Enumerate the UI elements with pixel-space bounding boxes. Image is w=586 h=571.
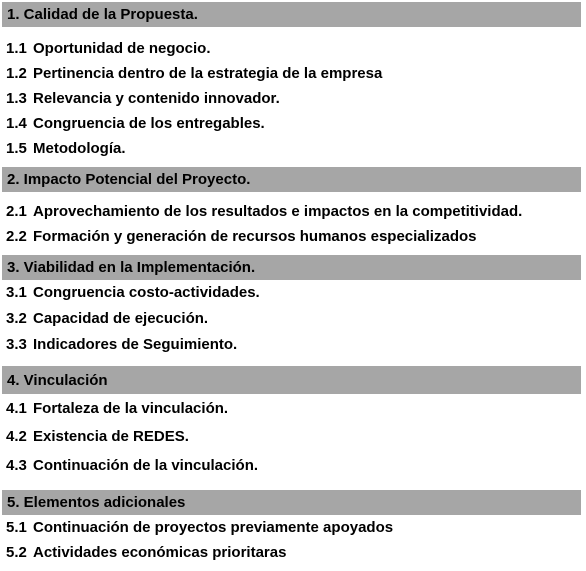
item-number: 4.2 bbox=[6, 428, 27, 445]
criteria-item-4-2 bbox=[2, 422, 581, 451]
criteria-item-2-2 bbox=[2, 224, 581, 249]
item-number: 3.3 bbox=[6, 335, 27, 353]
section-header-2: 2. Impacto Potencial del Proyecto. bbox=[2, 167, 581, 192]
item-number: 4.1 bbox=[6, 399, 27, 417]
item-text: Fortaleza de la vinculación. bbox=[33, 399, 229, 417]
item-text: Continuación de la vinculación. bbox=[33, 457, 259, 474]
criteria-item-3-3 bbox=[2, 331, 581, 357]
criteria-table bbox=[2, 2, 581, 565]
item-number: 5.1 bbox=[6, 519, 27, 536]
item-number: 1.3 bbox=[6, 90, 27, 107]
item-number: 3.1 bbox=[6, 284, 27, 301]
criteria-item-3-2 bbox=[2, 305, 581, 331]
item-number: 2.2 bbox=[6, 228, 27, 245]
item-number: 2.1 bbox=[6, 203, 27, 220]
item-text: Capacidad de ejecución. bbox=[33, 309, 209, 327]
item-text: Continuación de proyectos previamente apoyados bbox=[33, 519, 394, 536]
section-header-4: 4. Vinculación bbox=[2, 366, 581, 394]
item-text: Indicadores de Seguimiento. bbox=[33, 335, 238, 353]
item-text: Metodología. bbox=[33, 140, 126, 157]
item-number: 1.2 bbox=[6, 65, 27, 82]
item-text: Congruencia costo-actividades. bbox=[33, 284, 260, 301]
criteria-item-1-4 bbox=[2, 111, 581, 136]
criteria-item-1-1 bbox=[2, 36, 581, 61]
criteria-item-1-5 bbox=[2, 136, 581, 161]
item-text: Pertinencia dentro de la estrategia de la empresa bbox=[33, 65, 383, 82]
item-number: 1.4 bbox=[6, 115, 27, 132]
item-number: 1.5 bbox=[6, 140, 27, 157]
item-text: Oportunidad de negocio. bbox=[33, 40, 211, 57]
criteria-item-2-1 bbox=[2, 199, 581, 224]
item-text: Existencia de REDES. bbox=[33, 428, 189, 445]
item-text: Relevancia y contenido innovador. bbox=[33, 90, 280, 107]
section-header-1: 1. Calidad de la Propuesta. bbox=[2, 2, 581, 27]
criteria-item-1-3 bbox=[2, 86, 581, 111]
criteria-item-3-1 bbox=[2, 280, 581, 305]
section-header-3: 3. Viabilidad en la Implementación. bbox=[2, 255, 581, 280]
item-number: 1.1 bbox=[6, 40, 27, 57]
item-number: 5.2 bbox=[6, 544, 27, 561]
criteria-item-5-2 bbox=[2, 540, 581, 565]
criteria-item-4-1 bbox=[2, 394, 581, 422]
criteria-item-5-1 bbox=[2, 515, 581, 540]
section-header-5: 5. Elementos adicionales bbox=[2, 490, 581, 515]
item-text: Formación y generación de recursos humanos especializados bbox=[33, 228, 477, 245]
item-number: 3.2 bbox=[6, 309, 27, 327]
criteria-item-4-3 bbox=[2, 451, 581, 480]
item-text: Aprovechamiento de los resultados e impactos en la competitividad. bbox=[33, 203, 523, 220]
item-number: 4.3 bbox=[6, 457, 27, 474]
item-text: Congruencia de los entregables. bbox=[33, 115, 265, 132]
item-text: Actividades económicas prioritaras bbox=[33, 544, 287, 561]
criteria-item-1-2 bbox=[2, 61, 581, 86]
